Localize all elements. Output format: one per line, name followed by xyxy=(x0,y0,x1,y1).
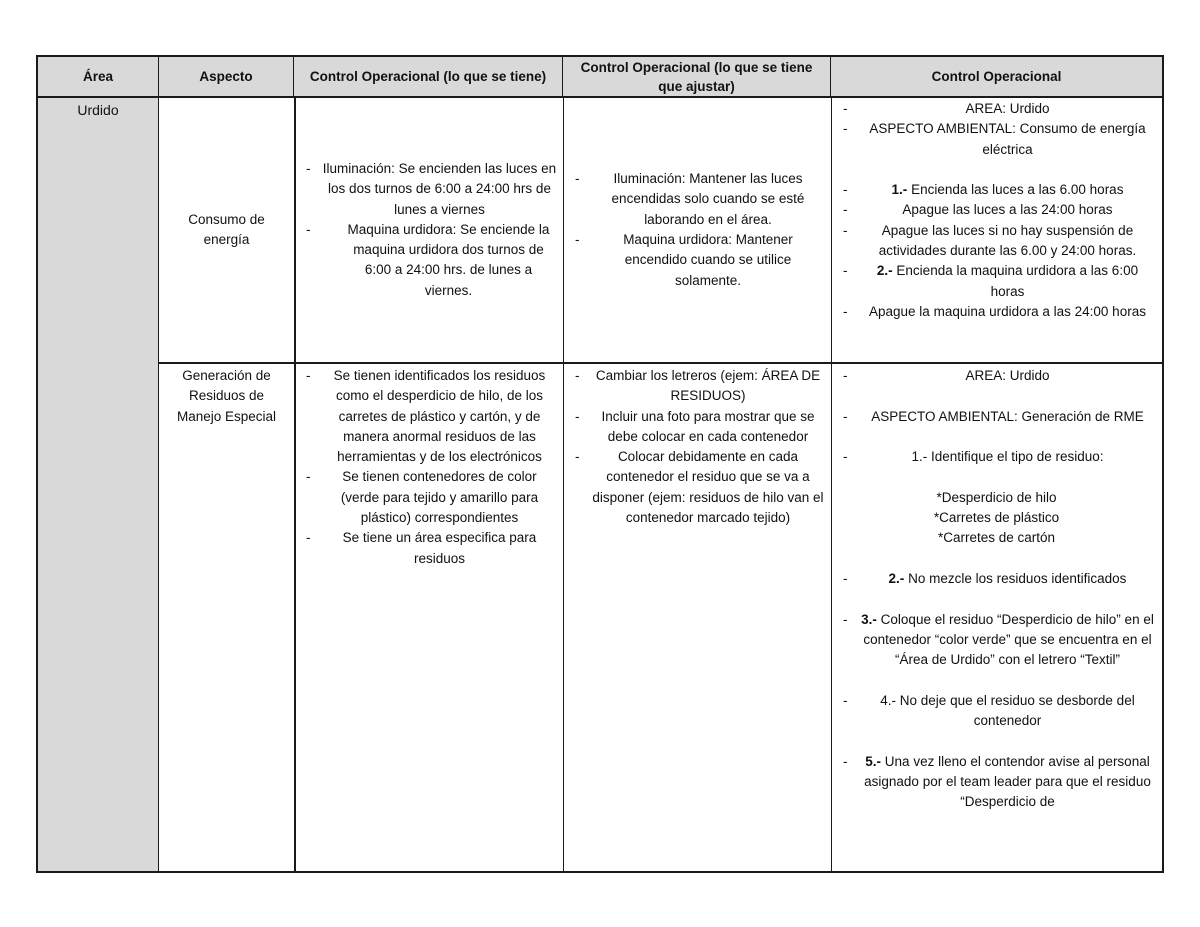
aspect-cell: Generación de Residuos de Manejo Especial xyxy=(176,368,277,424)
control-adjust-cell xyxy=(563,364,831,528)
list-item: - 5.- Una vez lleno el contendor avise al personal asignado por el team leader para que el residuo “Desperdicio de xyxy=(837,752,1156,813)
list-item: - Maquina urdidora: Mantener encendido cuando se utilice solamente. xyxy=(569,230,825,291)
residue-item: *Carretes de plástico xyxy=(933,510,1060,526)
area-cell: Urdido xyxy=(38,98,159,871)
aspect-cell: Consumo de energía xyxy=(188,211,265,247)
list-item: - Iluminación: Mantener las luces encendidas solo cuando se esté laborando en el área. xyxy=(569,169,825,230)
list-item: - Apague las luces a las 24:00 horas xyxy=(837,200,1156,220)
residue-item: *Carretes de cartón xyxy=(937,530,1056,546)
list-item: - 2.- No mezcle los residuos identificados xyxy=(837,569,1156,589)
list-item: - Apague las luces si no hay suspensión de actividades durante las 6.00 y 24:00 horas. xyxy=(837,221,1156,262)
list-item: - 1.- Identifique el tipo de residuo: xyxy=(837,447,1156,467)
control-cell xyxy=(831,98,1162,362)
list-item: - ASPECTO AMBIENTAL: Consumo de energía eléctrica xyxy=(837,119,1156,160)
list-item: - Apague la maquina urdidora a las 24:00 horas xyxy=(837,302,1156,322)
list-item: - 1.- Encienda las luces a las 6.00 horas xyxy=(837,180,1156,200)
header-control-has: Control Operacional (lo que se tiene) xyxy=(294,57,563,98)
residue-item: *Desperdicio de hilo xyxy=(936,489,1057,505)
list-item: - Cambiar los letreros (ejem: ÁREA DE RESIDUOS) xyxy=(569,366,825,407)
list-item: - 3.- Coloque el residuo “Desperdicio de hilo” en el contenedor “color verde” que se encuentra en el “Área de Urdido” con el letrero “Textil” xyxy=(837,610,1156,671)
list-item: - 4.- No deje que el residuo se desborde del contenedor xyxy=(837,691,1156,732)
list-item: - AREA: Urdido xyxy=(837,366,1156,386)
list-item: - AREA: Urdido xyxy=(837,99,1156,119)
header-area: Área xyxy=(38,57,159,98)
header-control-adjust: Control Operacional (lo que se tiene que ajustar) xyxy=(563,57,831,98)
control-has-cell xyxy=(294,98,563,362)
control-has-cell xyxy=(294,364,563,569)
list-item: - Maquina urdidora: Se enciende la maquina urdidora dos turnos de 6:00 a 24:00 hrs. de lunes a viernes. xyxy=(300,220,557,301)
list-item: - Iluminación: Se encienden las luces en los dos turnos de 6:00 a 24:00 hrs de lunes a viernes xyxy=(300,159,557,220)
list-item: - Se tienen contenedores de color (verde para tejido y amarillo para plástico) correspondientes xyxy=(300,467,557,528)
list-item: - 2.- Encienda la maquina urdidora a las 6:00 horas xyxy=(837,261,1156,302)
control-adjust-cell xyxy=(563,98,831,362)
list-item: - Colocar debidamente en cada contenedor el residuo que se va a disponer (ejem: residuos de hilo van el contenedor marcado tejido) xyxy=(569,447,825,528)
list-item: - Se tiene un área especifica para residuos xyxy=(300,528,557,569)
header-aspect: Aspecto xyxy=(159,57,294,98)
list-item: - Incluir una foto para mostrar que se debe colocar en cada contenedor xyxy=(569,407,825,448)
list-item: - Se tienen identificados los residuos como el desperdicio de hilo, de los carretes de plástico y cartón, y de manera anormal residuos de las herramientas y de los electrónicos xyxy=(300,366,557,467)
control-table xyxy=(36,55,1164,873)
list-item: - ASPECTO AMBIENTAL: Generación de RME xyxy=(837,407,1156,427)
control-cell xyxy=(831,364,1162,873)
header-control: Control Operacional xyxy=(831,57,1162,98)
